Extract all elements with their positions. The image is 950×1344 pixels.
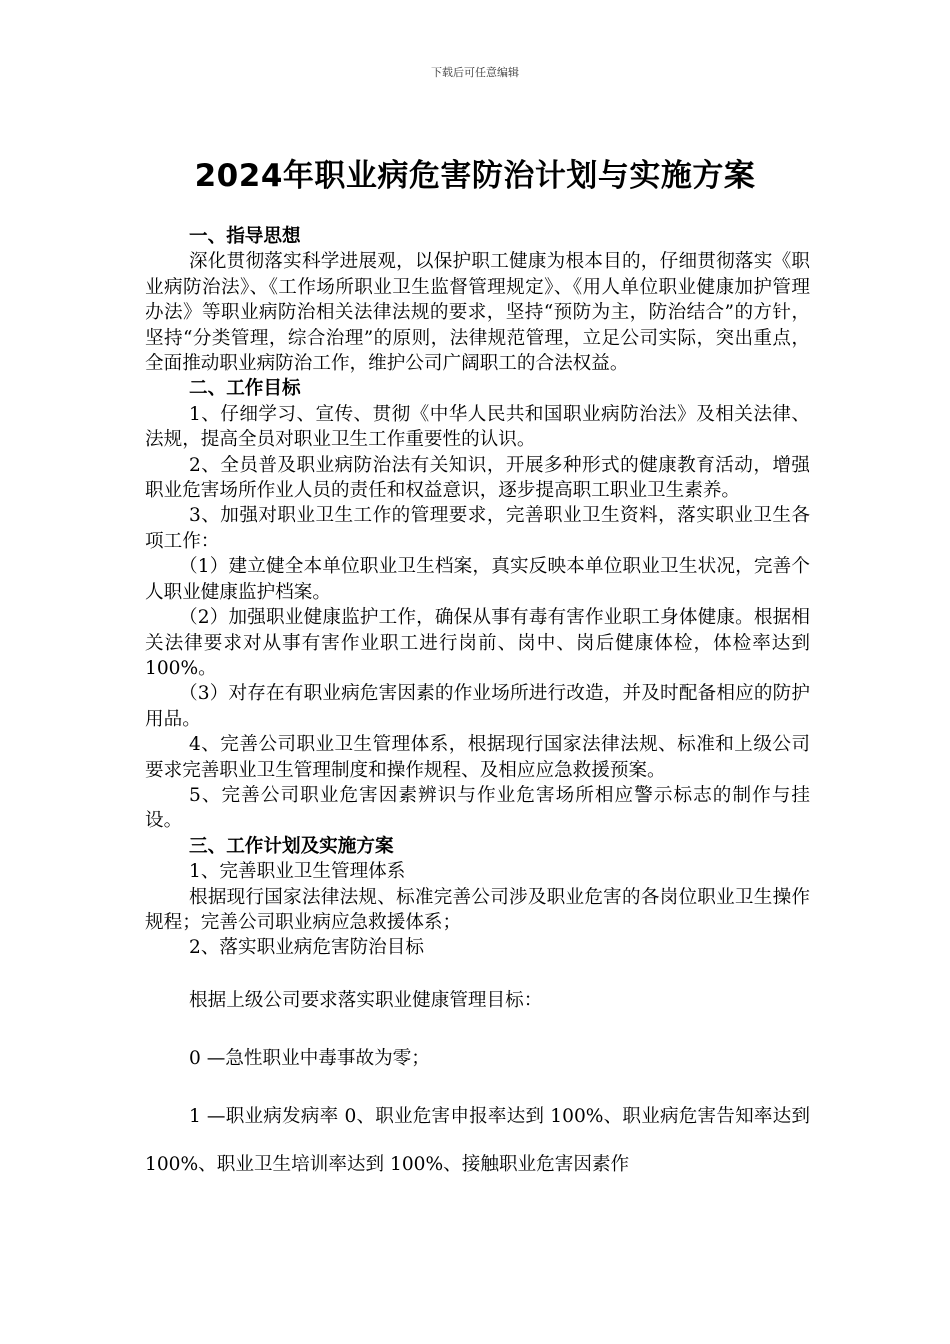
section-heading-guiding-ideology: 一、指导思想	[189, 226, 301, 247]
paragraph: 2、全员普及职业病防治法有关知识，开展多种形式的健康教育活动，增强职业危害场所作业人员的责任和权益意识，逐步提高职工职业卫生素养。	[145, 454, 810, 502]
section-heading-work-goals: 二、工作目标	[189, 378, 301, 400]
document-title: 2024年职业病危害防治计划与实施方案	[194, 158, 756, 194]
list-item-heading: 1、完善职业卫生管理体系	[189, 861, 406, 883]
sub-paragraph: （3）对存在有职业病危害因素的作业场所进行改造，并及时配备相应的防护用品。	[145, 683, 810, 730]
paragraph: 根据上级公司要求落实职业健康管理目标：	[189, 989, 543, 1011]
header-note: 下载后可任意编辑	[431, 66, 519, 79]
paragraph: 3、加强对职业卫生工作的管理要求，完善职业卫生资料，落实职业卫生各项工作：	[145, 505, 810, 552]
paragraph: 深化贯彻落实科学进展观，以保护职工健康为根本目的，仔细贯彻落实《职业病防治法》、《工作场所职业卫生监督管理规定》、《用人单位职业健康加护管理办法》等职业病防治相关法律法规的要求，坚持“预防为主，防治结合”的方针，坚持“分类管理，综合治理”的原则，法律规范管理，立足公司实际，突出重点，全面推动职业病防治工作，维护公司广阔职工的合法权益。	[145, 251, 810, 375]
goal-item: 0 —急性职业中毒事故为零；	[189, 1047, 430, 1069]
paragraph: 1、仔细学习、宣传、贯彻《中华人民共和国职业病防治法》及相关法律、法规，提高全员对职业卫生工作重要性的认识。	[145, 403, 810, 451]
list-item-heading: 2、落实职业病危害防治目标	[189, 937, 424, 959]
paragraph: 5、完善公司职业危害因素辨识与作业危害场所相应警示标志的制作与挂设。	[145, 784, 810, 832]
paragraph: 4、完善公司职业卫生管理体系，根据现行国家法律法规、标准和上级公司要求完善职业卫生管理制度和操作规程、及相应应急救援预案。	[145, 734, 810, 781]
section-heading-work-plan: 三、工作计划及实施方案	[189, 835, 394, 857]
document-body	[145, 224, 810, 1189]
sub-paragraph: （2）加强职业健康监护工作，确保从事有毒有害作业职工身体健康。根据相关法律要求对从事有害作业职工进行岗前、岗中、岗后健康体检，体检率达到100%。	[145, 607, 810, 679]
goal-item: 1 —职业病发病率 0、职业危害申报率达到 100%、职业病危害告知率达到 100%、职业卫生培训率达到 100%、接触职业危害因素作	[145, 1105, 810, 1175]
sub-paragraph: （1）建立健全本单位职业卫生档案，真实反映本单位职业卫生状况，完善个人职业健康监护档案。	[145, 556, 810, 603]
paragraph: 根据现行国家法律法规、标准完善公司涉及职业危害的各岗位职业卫生操作规程；完善公司职业病应急救援体系；	[145, 886, 810, 933]
